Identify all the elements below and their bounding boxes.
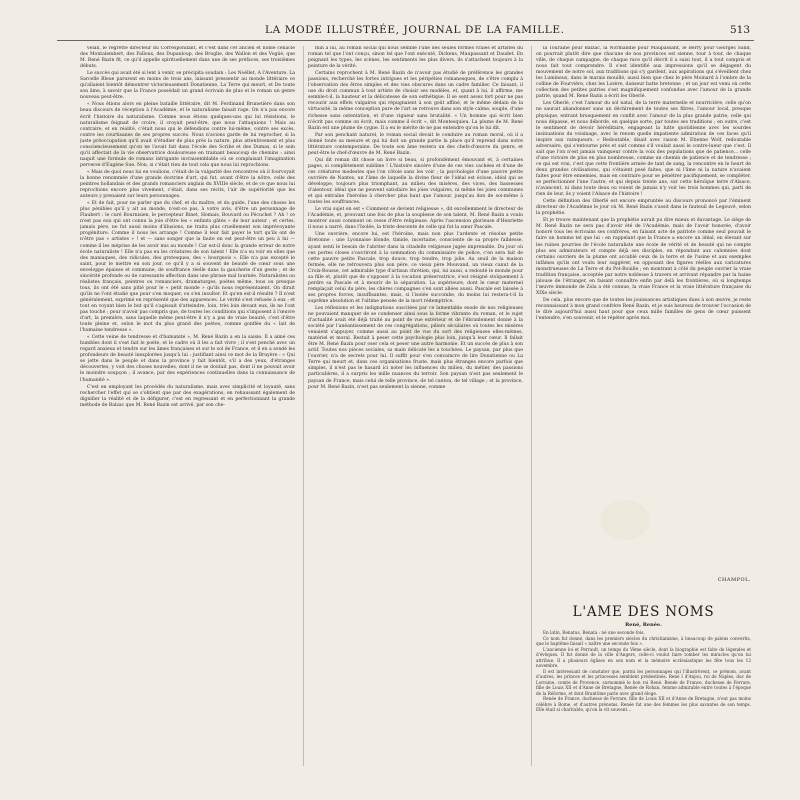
paragraph: C'est en employant les procédés du naturalisme, mais avec simplicité et loyauté, sans rechercher l'effet qui se s'obtient que par des exagérations, en rehaussant également de dignifier la réalité et de la défigurer, c'est en regressant et en perfectionnant la grande méthode de Balzac que M. René Bazin est arrivé, par son che- xyxy=(80,384,295,408)
column-divider xyxy=(303,46,304,766)
section-body xyxy=(536,630,751,780)
paragraph: Il est intéressant de constater que, parmi les personnages qui l'illustrèrent, ce prénom, avant d'autres, les princes et les princesses semblent prédestinés. René I d'Anjou, roi de Naples, duc de Lorraine, comte de Provence, surnommé le bon roi René. Renée de France, duchesse de Ferrare, fille de Louis XII et d'Anne de Bretagne, Renée de Rohan, femme admirable entre toutes à l'époque de la Réforme, et dont Brantôme parle avec grand éloge. xyxy=(536,668,751,696)
paragraph: « Nous étions alors en pleine bataille littéraire, dit M. Ferdinand Brunetière dans son beau discours de réception à l'Académie, et le naturalisme faisait rage. On n'a pas encore écrit l'histoire du naturalisme. Comme nous étions quelques-uns qui lui résistions, le naturalisme feignait de croire, il croyait peut-être, que nous l'attaquions ! Mais au contraire, et en réalité, c'était nous qui le défendions contre lui-même, contre ses excès, contre les courtisanes de ses propres succès. Nous n'avions garde de lui reprocher, si la juste préoccupation qu'il avait d'étudier de plus près la nature, plus attentivement et plus consciencieusement qu'on ne l'avait fait dans l'école des Scribe et des Dumas, si le soin qu'il affectait de la vie observatrice douloureuse en trainant beaucoup de chemins : ainsi naquit une formule de romans intrigante invraisemblable où se complaisait l'imagination perverse d'Eugène Sue. Non, si c'était rien de tout cela que nous lui reprochions. xyxy=(80,102,295,168)
paragraph: Les Oberlé, c'est l'amour du sol natal, de la terre maternelle et nourricière, celle qu'on ne saurait abandonner sans un déchirement de toutes ses fibres, l'amour local, presque physique, entrant brusquement en conflit avec l'amour de la plus grande patrie, celle qui nous dépasse, et nous déborde, en quelque sorte, par toutes ses traditions ; en outre, c'est le sentiment de devoir héréditaire, engageant la lutte quotidienne avec les sourdes insinuations du voisinage, avec le renom quelle impatiente admiration de ces faces qu'il inspire aux vainqueurs. « Redoutable, disait avec raison M. Etienne Wolf, redoutable adversaire, qui s'entourne près et sait comme s'il voulait aussi le contre-lueur que c'est. Il sait que l'on n'est jamais vainqueur contre la voix des populations que de patience... celle d'une victoire de plus en plus nombreuse, comme un chemin de patience et de tendresse ; ce qui est vrai, c'est que cette frontière armée de tant de sang, la rencontre en le heurt de deux grandes civilisations, qui s'étaient pesé faites, que ni l'âme ni la nature n'avaient faites pour être ennemies, mais en contraire pour se pénétrer pacifiquement, se compléter, se perfectionner l'une l'autre, et qui depuis trente ans, sur cette héroïque terre d'Alsace, n'avancent, ni dans toute deux ou voient de jamais n'y voir les trois hommes qui, parti de rien de leur, ils y voient l'Alsace de l'histoire ! xyxy=(536,101,751,198)
column-divider xyxy=(531,46,532,766)
paragraph: Le succès qui avait été si lent à venir, se précipita soudain : Les Noëllet, A l'Aventure, La Sarcelle Bleue parurent en moins de trois ans, laissant pressentir au monde littéraire ce qu'allaient bientôt démontrer victorieusement Donatienne, La Terre qui meurt, et De toute son âme, à savoir que la France possédait un grand écrivain de plus et le roman un genre nouveau peut-être. xyxy=(80,71,295,101)
paragraph: Cette définition des Oberlé est encore empruntée au discours prononcé par l'éminent directeur de l'Académie le jour où M. René Bazin s'assit dans le fauteuil de Legouvé, selon la prophétie. xyxy=(536,199,751,217)
column-2 xyxy=(308,46,523,774)
paragraph: Le vrai sujet en est « Comment se devient religieuse », dit excellemment le directeur de l'Académie, et, prouvant une fois de plus la souplesse de son talent, M. René Bazin a voulu montrer aussi comment on cesse d'être religieuse. Après l'ascension glorieuse d'Henriette il nous a narré, dans l'Isolée, la triste descente de celle qui fut la sœur Pascale. xyxy=(308,207,523,231)
section-title: L'AME DES NOMS xyxy=(572,604,715,620)
column-1-text xyxy=(80,46,295,409)
paragraph: velan, le regretté directeur du Correspondant, et c'est dans cet ancien et noble cénacle des Montalembert, des Falloux, des Dupanloup, des Broglie, des Wallon et des Vogüé, que M. René Bazin fit, ce qu'il appelle spirituellement dans une de ses préfaces, ses troisièmes débuts. xyxy=(80,46,295,70)
author-signature: CHAMPOL. xyxy=(717,577,751,583)
paragraph: « Et de fait, pour ne parler que du chef, et du maître, et du guide, l'une des choses les plus pénibles qu'il y ait au monde, n'est-ce pas, à votre avis, d'être un personnage de Flaubert : le curé Bournisien, le percepteur Binet, Homais, Bouvard ou Pécuchet ? Ah ! ce n'est pas eux qui ont connu la joie d'être les « enfants gâtés » de leur auteur ; et certes, jamais père, ne fut aussi moins d'illusions, ne traita plus cruellement son imprévoyante progéniture. Comme il nous les arrange ! Comme il leur fait payer le tort qu'ils ont de n'être pas « artistes » ! et — sans songer que la faute en est peut-être un peu à lui — comme il les méprise de les avoir mis au monde ! Car est-il donc la grande erreur de notre école naturaliste ! Elle n'a pas eu les créatures de son talent ! Elle n'a su voir en elles que des maniaques, des ridicules, des grotesques, des « bourgeois ». Elle n'a pas excepté le saint, pour le mettre en son jour, ce qu'il y a si souvent de beauté de cœur sous une enveloppe épaisse et commune, de souffrance réelle dans la gaucherie d'un geste ; et de sincérité profonde ou de caressante affection dans une phrase mal tournée. Naturalistes ou réalistes français, peintres ou romanciers, dramaturges, poètes même, tous ou presque tous, ils ont été sans pitié pour le « petit monde » qu'ils nous représentaient. On dirait qu'ils ne l'ont étudié que pour s'en moquer, ou s'en insulter. Et qu'en est-il résulté ? Il n'est généralement, exprimé en représenté que des apparences. Le vérité s'est refusée à eux ; et tout en voyant bien le but qu'il s'agissait d'atteindre, loin, très loin devant eux, ils ne l'ont pas touché ; pour n'avoir pas compris que, de toutes les conditions qui s'imposent à l'œuvre d'art, la première, sans laquelle même peut-être il n'y a pas de vraie beauté, c'est d'être toute pleine et, selon le mot du plus grand des poètes, comme gonflée du « lait de l'humaine tendresse ». xyxy=(80,201,295,334)
header-rule xyxy=(57,40,754,41)
paragraph: Par son penchant naturel, le roman social devait le conduire au roman moral, où il a donné toute sa mesure et qui lui doit un grande partie la place qu'il reprend dans notre littérature contemporaine. De toute son âme restera un des chefs-d'œuvre du genre, et peut-être le chef-d'œuvre de M. René Bazin. xyxy=(308,132,523,156)
page-number: 513 xyxy=(729,24,750,36)
column-2-text xyxy=(308,46,523,391)
paragraph: Une ouvrière, encore lui, est l'héroïne, mais non plus l'ardente et résolue petite Bretonne : une Lyonnaise blonde, timide, incertaine, consciente de sa propre faiblesse, ayant senti le besoin de l'abriter dans la citadelle religieuse jugée imprenable. Du jour où ces portes closes s'ouvriront à la sommation du commissaire de police, c'en sera fait de cette pauvre petite Pascale, trop douce, trop tendre, trop jolie. Au seuil de la maison fermée, elle ne retrouvera plus son père, ce vieux père Mouvand, un vieux canut de la Croix-Rousse, cet admirable type d'artisan chrétien, qui, lui aussi, a redouté le monde pour sa fille et, plutôt que de s'opposer à la vocation préservatrice, s'est résigné stoïquement à perdre sa Pascale et à mourir de la séparation. La supérieure, dont le cœur maternel remplaçait celui du père, les chères compagnes s'en sont allées aussi. Pascale est laissée à ses propres forces, insuffisantes, mais, si l'isolée succombe, du moins lui restera-t-il la suprême absolution et l'ultime pensée de la mort rédemptrice. xyxy=(308,232,523,304)
column-1 xyxy=(80,46,295,774)
running-head: LA MODE ILLUSTRÉE, JOURNAL DE LA FAMILLE. xyxy=(265,24,565,36)
paragraph: Les réflexions et les indignations suscitées par ce lamentable exode de nos religieuses ne pouvaient manquer de se condenser ainsi sous la forme vibrante du roman, et le sujet d'actualité avait été déjà traité au point de vue extérieur et de l'ébranlement donné à la société par l'anéantissement de ces congrégations, piliers séculaires où toutes les misères venaient s'appuyer, comme aussi au point de vue du sort des religieuses elles-mêmes, matériel et moral. Restait à peser cette psychologie plus loin, jusqu'à leur cœur. Il fallait être M. René Bazin pour oser cela et peser une autre harmonie. Et un succès de plus à son actif. Toutes nos pièces sociales, sa main délicate les a touchées. Le paysan, par plus que l'ouvrier, n'a de secrets pour lui. Il suffit pour s'en convaincre de lire Donatienne ou La Terre qui meurt et, dans ces organisations fruste, mais plus étranges encore parfois que simples, il n'est pas le hasard ici noter les influences du milieu, du métier, des passions particulières, il a surpris les mille nuances du terroir. Son paysan n'est pas seulement le paysan de France, mais celui de telle province, de tel canton, de tel village ; et la province, pour M. René Bazin, n'est pas seulement la sienne, comme xyxy=(308,305,523,390)
paragraph: En latin, Renatus, Renata : né une seconde fois. xyxy=(543,630,645,635)
paragraph: Ce nom fut donné, dans les premiers siècles du christianisme, à beaucoup de païens convertis, que le baptême faisait « naître une seconde fois ». xyxy=(536,635,751,646)
section-subtitle: René, Renée. xyxy=(625,622,662,628)
paragraph: Qui dit roman dit chose un livre si beau, si profondément émouvant et, à certaines pages, si complètement sublime ! L'histoire sincère d'une de ces vies cachées et d'une de ces créatures modestes que l'on côtoie sans les voir ; la psychologie d'une pauvre petite ouvrière de Nantes, un l'âme de laquelle la divine fleur de l'idéal est éclose, idéal qui se développe, toujours plus triomphant, au milieu des misères, des vices, des bassesses d'alentour, idéal que ne peuvent satisfaire les joies vulgaires, ni même les joies communes et qui entraîne l'héroïne à chercher plus haut que l'amour, jusqu'au don de soi-même à toutes les souffrances. xyxy=(308,157,523,206)
paragraph: L'ancienne loi et Perrault, un temps du Vème siècle, dont la biographie est faite de légendes et d'évêques. Il fut donné de la ville d'Angers, celle-ci voulut faire tomber les miracles qu'on lui attribue. Il a plusieurs églises en son nom et la mémoire ecclésiastique les fête tous les 12 novembre. xyxy=(536,646,751,668)
paragraph: Renée de France, duchesse de Ferrare, fille de Louis XII et d'Anne de Bretagne, n'eut pas moins célèbre à Rome, et d'autres prénoms. Renée fut une des femmes les plus savantes de son temps. Elle était si charitable, qu'on la vit souvent... xyxy=(536,696,751,712)
column-3-text xyxy=(536,46,751,572)
paragraph: « Mais de quoi nous lui en voulions, c'était de la vulgarité des rencontres où il fourvoyait la bonne renommée d'une grande doctrine d'art, qui fut, avant d'être la nôtre, celle des peintres hollandais et des grands romanciers anglais du XVIIIe siècle, et de ce que nous lui reprochions encore plus vivement, c'était, dans ses récits, l'air de supériorité que les auteurs y prenaient sur leurs personnages. xyxy=(80,169,295,200)
page-header xyxy=(115,24,750,40)
paragraph: De cela, plus encore que de toutes les jouissances artistiques dues à son œuvre, je reste reconnaissant à mon grand confrère René Bazin, et je suis heureux de trouver l'occasion de le dire aujourd'hui aussi haut pour que ceux mille familles de gens de cœur puissent l'entendre, s'en souvenir, et le répéter après moi. xyxy=(536,297,751,322)
paragraph: « Cette veine de tendresse et d'humanité », M. René Bazin a en la saisie. Il a aimé ces humbles dont il s'est fait le poète, et le cadre où il les a fait vivre ; il s'est penché avec un regard anxieux et tendre sur les âmes françaises et sur le sol de France, et il en a sondé les profondeurs de beauté inexplorées jusqu'à lui : justifiant ainsi ce mot de la Bruyère : « Qui se jette dans le peuple et dans la province y fait bientôt, s'il a des yeux, d'étranges découvertes, y voit des choses nouvelles, dont il ne se doutait pas, dont il ne pouvait avoir le moindre soupçon ; il avance, par des expériences continuelles dans la connaissance de l'humanité ». xyxy=(80,335,295,383)
paragraph: min à lui, au roman social qui nous semble l'une des seules formes vraies et artistes du roman tel que l'ont conçu, sinon tel que l'ont exécuté, Dickens, Maupassant et Daudet. En peignant les types, les scènes, les sentiments les plus divers, ils s'attachent toujours à la peinture de la vérité. xyxy=(308,46,523,70)
paragraph: la Touraine pour Balzac, la Normandie pour Maupassant, le Berry pour Georges Sand, on pourrait plutôt dire que chacune de nos provinces est sienne, tour à tour, de chaque ville, de chaque campagne, de chaque race qu'il décrit il a saisi tout, il a tout compris et nous fait tout comprendre. Il s'est identifié aux impressions qu'il se dégagent du mouvement de notre sol, aux traditions qui s'y gardent, aux aspirations qui s'éveillent chez les Lumineux, dans le marais mouillé, aussi bien que chez le père Moinard à l'ombre de la colline de Fourvière, chez les Lozère, danseur batte bretonne ; et un jour est venu où cette collection des petites patries s'est magnifiquement confondue avec l'amour de la grande patrie, quand M. René Bazin a écrit les Oberlé. xyxy=(536,46,751,100)
paragraph: Certains reprochent à M. René Bazin de n'avoir pas étudié de préférence les grandes passions, recherché les fortes intrigues et les péripéties romanesques, de s'être complu à l'observation des êtres simples et des vies obscures dans un cadre familier. Ce faisant, il use du droit commun à tout artiste de choisir ses modèles, et, quant à lui, il affirme, me semble-t-il, la hauteur et la délicatesse de son esthétique. Il se sent assez fort pour ne pas recourir aux effets vulgaires qui répugnaient à son goût affiné, et le même dédain de la virtuosité, la même conception pure de l'art se retrouve dans son style calme, souple, d'une richesse sans ostentation, et d'une vigueur sans brutalité. « Un homme qui écrit bien n'écrit pas comme on écrit, mais comme il écrit », dit Montesquieu. La plume de M. René Bazin est une plume de cygne. Il a eu le mérite de ne pas entendre qu'on le lui dit. xyxy=(308,71,523,131)
paragraph: Et je trouve maintenant que la prophétie aurait pu dire mieux et davantage. Le siège de M. René Bazin ne sera pas d'avoir été de l'Académie, mais de l'avoir honorée, d'avoir honoré tous les écrivains ses confrères, en faisant acte de patriote comme seul pouvait le faire un homme tel que lui : en rappelant que la France a encore un idéal, en élevant sur les ruines pourries de l'école naturaliste une école de vérité et de beauté qui ne compte plus ses admirateurs et compte déjà ses disciples, en répondant aux calomnies dont certains ouvriers de la plume ont accablé ceux de la terre et de l'usine et aux exemples infâmes qu'ils ont voulu leur suggérer, en opposant des figures réelles aux caricatures monstrueuses de La Terre et du Pot-Bouille ; en montrant à côté du peuple ouvrier la vraie tradition française, acceptée par notre noblesse à travers et arrivant répandre par la haine jalouse de l'étranger, en faisant connaître enfin par delà les frontières, où si longtemps l'œuvre immonde de Zola a été connue, la vraie France et la vraie littérature française du XIXe siècle. xyxy=(536,218,751,296)
